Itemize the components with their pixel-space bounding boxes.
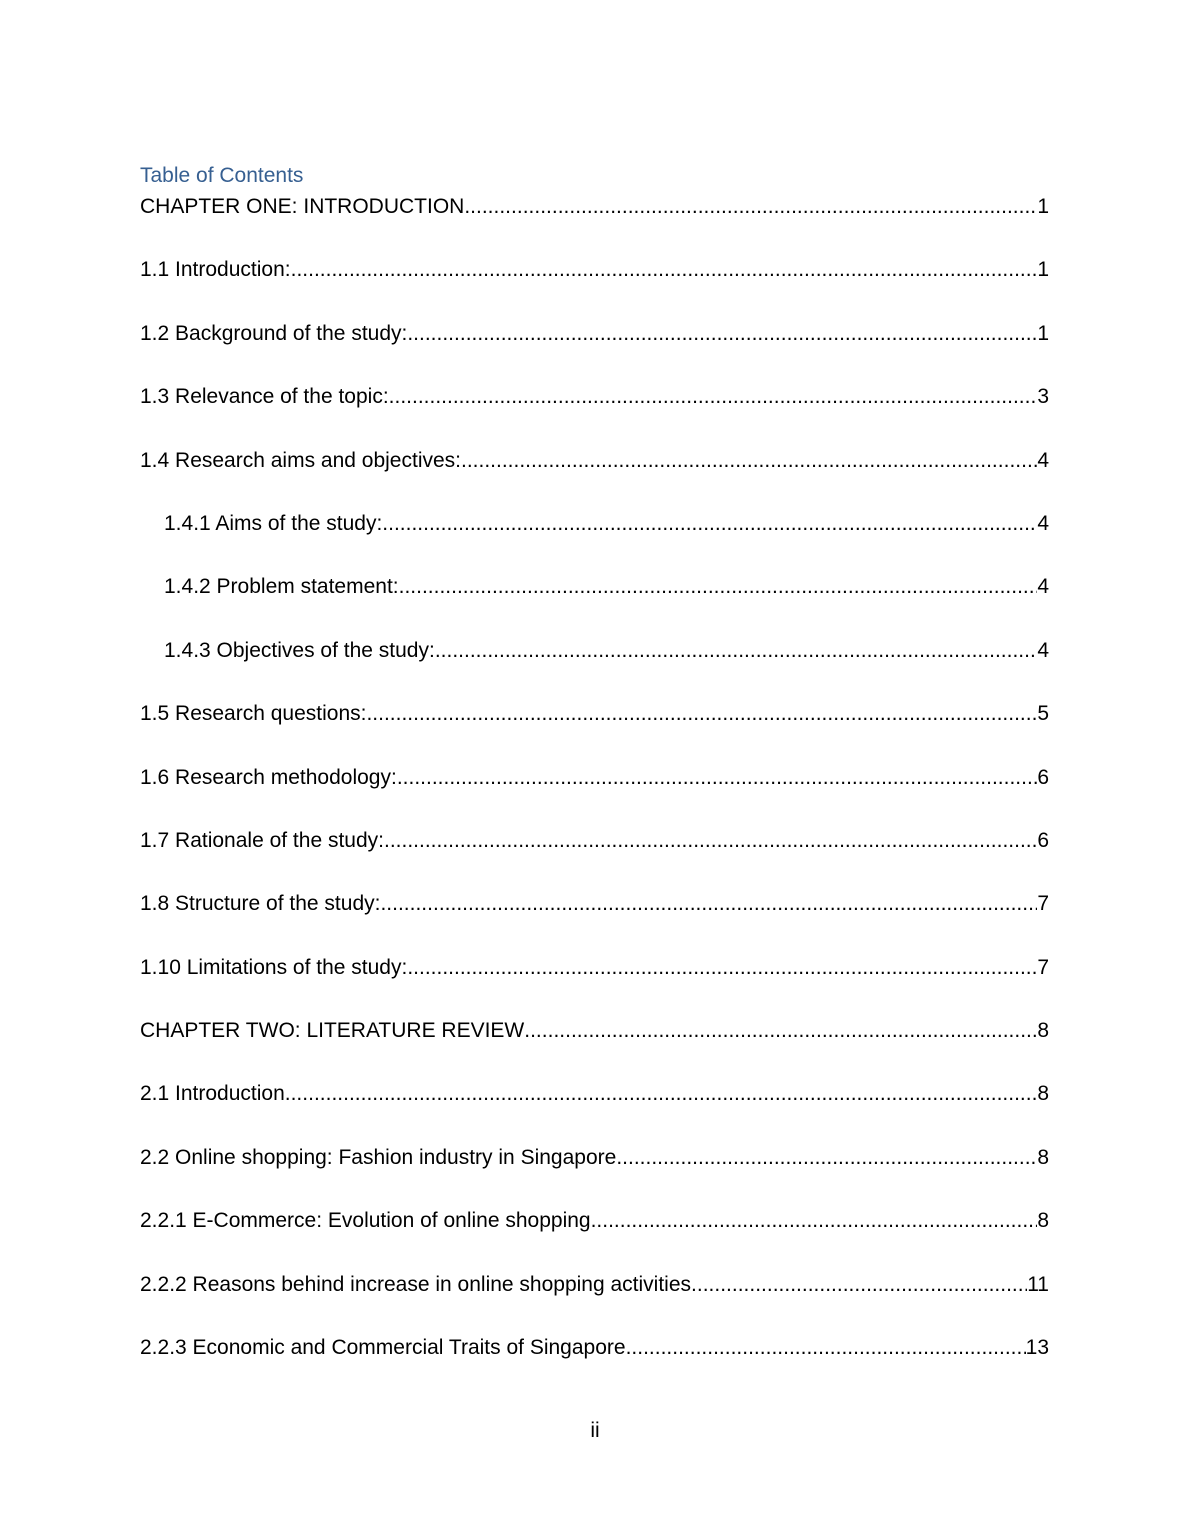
- dot-leader: [384, 825, 1037, 857]
- toc-entry-1-4-3[interactable]: [140, 635, 1049, 698]
- toc-entry-1-1[interactable]: [140, 254, 1049, 317]
- toc-entry-page: 11: [1027, 1272, 1049, 1296]
- toc-entry-1-10[interactable]: [140, 952, 1049, 1015]
- dot-leader: [461, 445, 1037, 477]
- toc-entry-page: 8: [1037, 1082, 1049, 1106]
- dot-leader: [435, 635, 1037, 667]
- toc-entry-page: 7: [1037, 955, 1049, 979]
- toc-entry-1-4[interactable]: [140, 445, 1049, 508]
- dot-leader: [626, 1332, 1026, 1364]
- toc-entry-label: 1.7 Rationale of the study:: [140, 828, 384, 852]
- toc-entry-label: 1.10 Limitations of the study:: [140, 955, 408, 979]
- toc-entry-1-6[interactable]: [140, 762, 1049, 825]
- toc-entry-page: 1: [1037, 195, 1049, 218]
- toc-entry-label: 1.6 Research methodology:: [140, 765, 397, 789]
- toc-entry-page: 13: [1025, 1336, 1049, 1360]
- dot-leader: [397, 762, 1037, 794]
- toc-entry-label: 1.3 Relevance of the topic:: [140, 385, 389, 409]
- toc-entry-label: 2.2 Online shopping: Fashion industry in Singapore: [140, 1145, 617, 1169]
- toc-entry-label: 1.2 Background of the study:: [140, 321, 408, 345]
- dot-leader: [407, 952, 1037, 984]
- dot-leader: [382, 508, 1037, 540]
- toc-entry-label: 1.4.2 Problem statement:: [164, 575, 399, 599]
- toc-entry-label: 2.2.1 E-Commerce: Evolution of online shopping: [140, 1209, 591, 1233]
- toc-entry-label: 2.2.3 Economic and Commercial Traits of Singapore: [140, 1336, 626, 1360]
- toc-entry-label: 1.4 Research aims and objectives:: [140, 448, 461, 472]
- toc-entry-2-2-3[interactable]: [140, 1332, 1049, 1395]
- toc-entry-page: 6: [1037, 765, 1049, 789]
- toc-entry-label: 2.1 Introduction: [140, 1082, 285, 1106]
- dot-leader: [524, 1015, 1037, 1047]
- dot-leader: [407, 318, 1037, 350]
- toc-entry-page: 7: [1037, 892, 1049, 916]
- toc-entry-2-2-2[interactable]: [140, 1269, 1049, 1332]
- toc-entry-2-2[interactable]: [140, 1142, 1049, 1205]
- dot-leader: [366, 698, 1037, 730]
- toc-entry-label: 1.4.3 Objectives of the study:: [164, 638, 435, 662]
- toc-entry-label: 1.5 Research questions:: [140, 702, 367, 726]
- toc-entry-page: 3: [1037, 385, 1049, 409]
- dot-leader: [399, 571, 1038, 603]
- toc-entry-1-5[interactable]: [140, 698, 1049, 761]
- toc-entry-page: 4: [1037, 448, 1049, 472]
- toc-entry-chapter-two[interactable]: [140, 1015, 1049, 1078]
- toc-entry-label: CHAPTER TWO: LITERATURE REVIEW: [140, 1019, 525, 1043]
- dot-leader: [285, 1078, 1038, 1110]
- page-number: ii: [590, 1419, 600, 1442]
- toc-list: [140, 191, 1049, 1395]
- dot-leader: [616, 1142, 1037, 1174]
- toc-entry-2-1[interactable]: [140, 1078, 1049, 1141]
- dot-leader: [389, 381, 1038, 413]
- toc-entry-page: 6: [1037, 828, 1049, 852]
- toc-entry-page: 8: [1037, 1209, 1049, 1233]
- toc-entry-1-2[interactable]: [140, 318, 1049, 381]
- dot-leader: [591, 1205, 1038, 1237]
- toc-entry-1-4-2[interactable]: [140, 571, 1049, 634]
- toc-entry-page: 4: [1037, 638, 1049, 662]
- dot-leader: [380, 888, 1037, 920]
- toc-entry-page: 4: [1037, 511, 1049, 535]
- toc-entry-label: 1.8 Structure of the study:: [140, 892, 381, 916]
- toc-entry-page: 8: [1037, 1019, 1049, 1043]
- toc-entry-1-8[interactable]: [140, 888, 1049, 951]
- toc-entry-label: 1.4.1 Aims of the study:: [164, 511, 383, 535]
- toc-entry-chapter-one[interactable]: [140, 191, 1049, 254]
- toc-entry-page: 4: [1037, 575, 1049, 599]
- dot-leader: [691, 1269, 1027, 1301]
- toc-entry-2-2-1[interactable]: [140, 1205, 1049, 1268]
- toc-title: Table of Contents: [140, 164, 304, 187]
- dot-leader: [291, 254, 1038, 286]
- toc-entry-1-7[interactable]: [140, 825, 1049, 888]
- toc-entry-label: 1.1 Introduction:: [140, 258, 291, 282]
- toc-entry-page: 8: [1037, 1145, 1049, 1169]
- toc-entry-page: 1: [1037, 258, 1049, 282]
- toc-entry-label: CHAPTER ONE: INTRODUCTION: [140, 195, 465, 218]
- toc-entry-1-4-1[interactable]: [140, 508, 1049, 571]
- dot-leader: [464, 191, 1037, 223]
- toc-entry-1-3[interactable]: [140, 381, 1049, 444]
- toc-entry-page: 1: [1037, 321, 1049, 345]
- toc-entry-page: 5: [1037, 702, 1049, 726]
- toc-entry-label: 2.2.2 Reasons behind increase in online shopping activities: [140, 1272, 692, 1296]
